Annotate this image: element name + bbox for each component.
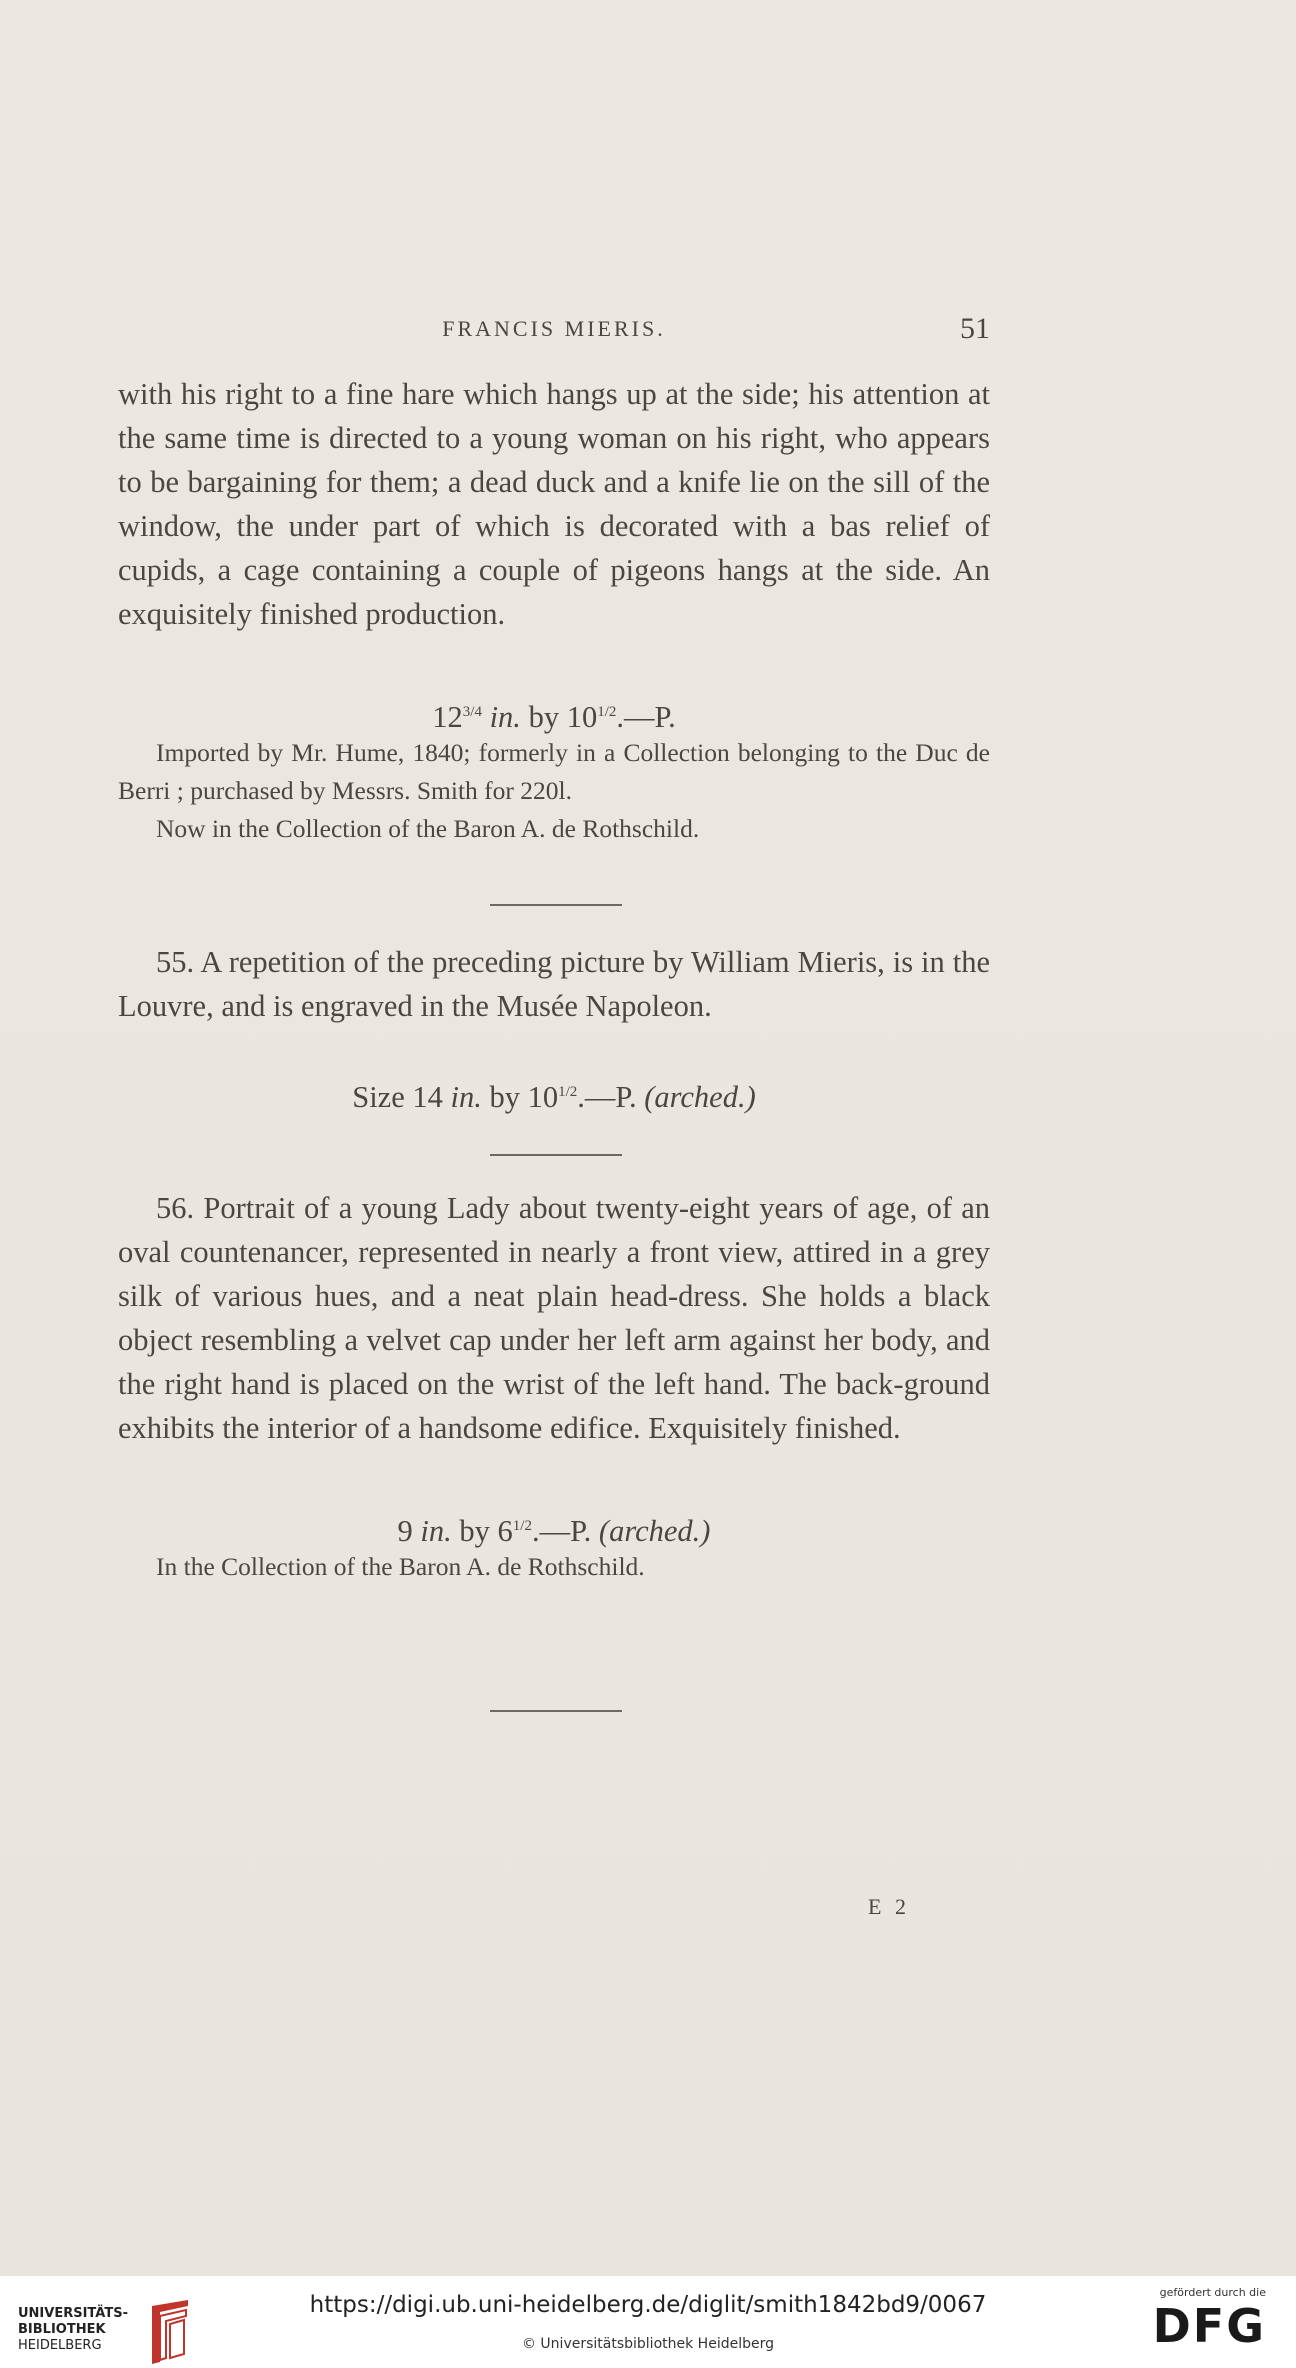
entry-56-notes (118, 1548, 990, 1586)
funder-note: gefördert durch die (1159, 2286, 1266, 2299)
entry-55-size-end: .—P. (577, 1080, 637, 1115)
entry-56-text: 56. Portrait of a young Lady about twenty-eight years of age, of an oval countenancer, represented in nearly a front view, attired in a grey silk of various hues, and a neat plain head-dress. She holds a black object resembling a velvet cap under her left arm against her body, and the right hand is placed on the wrist of the left hand. The back-ground exhibits the interior of a handsome edifice. Exquisitely finished. (118, 1191, 990, 1445)
funder-name: DFG (1152, 2299, 1266, 2353)
logo-line-3: HEIDELBERG (18, 2338, 102, 2353)
entry-56-location: In the Collection of the Baron A. de Rothschild. (156, 1552, 645, 1581)
entry-56-size-note: (arched.) (598, 1514, 711, 1549)
footer-bar (0, 2276, 1296, 2368)
signature-mark: E 2 (868, 1894, 910, 1919)
entry-55-text: 55. A repetition of the preceding picture by William Mieris, is in the Louvre, and is engraved in the Musée Napoleon. (118, 945, 990, 1023)
entry-55 (118, 940, 990, 1028)
entry-55-size (118, 1070, 990, 1119)
entry-56-size-prefix: 9 (397, 1514, 413, 1549)
entry-54-measure (118, 690, 990, 739)
section-divider (490, 1710, 622, 1712)
logo-line-2: BIBLIOTHEK (18, 2322, 106, 2337)
section-divider (490, 904, 622, 906)
permalink-url[interactable]: https://digi.ub.uni-heidelberg.de/diglit/smith1842bd9/0067 (309, 2292, 987, 2318)
entry-56-size-unit: in. (420, 1514, 452, 1549)
measure-by: by 10 (528, 700, 598, 735)
entry-54-description (118, 372, 990, 636)
measure-unit: in. (489, 700, 521, 735)
logo-line-1: UNIVERSITÄTS- (18, 2306, 128, 2321)
measure-end: .—P. (616, 700, 676, 735)
copyright-notice: © Universitätsbibliothek Heidelberg (521, 2336, 774, 2352)
measure-fraction-b: 1/2 (597, 704, 617, 720)
measure-fraction-a: 3/4 (462, 704, 482, 720)
page-header (118, 312, 990, 352)
entry-55-size-fraction: 1/2 (558, 1084, 578, 1100)
entry-55-size-note: (arched.) (644, 1080, 756, 1115)
entry-56 (118, 1186, 990, 1450)
page-number: 51 (960, 312, 990, 345)
measure-value-a: 12 (432, 700, 463, 735)
entry-55-size-prefix: Size 14 (352, 1080, 443, 1115)
entry-54-notes (118, 734, 990, 848)
entry-55-size-by: by 10 (489, 1080, 559, 1115)
measure-line (432, 700, 675, 734)
entry-54-provenance: Imported by Mr. Hume, 1840; formerly in a Collection belonging to the Duc de Berri ; purchased by Messrs. Smith for 220l. (118, 738, 990, 805)
funder-logo[interactable] (1136, 2286, 1266, 2360)
running-head: FRANCIS MIERIS. (442, 316, 666, 341)
entry-54-location: Now in the Collection of the Baron A. de Rothschild. (156, 814, 700, 843)
entry-55-size-unit: in. (450, 1080, 482, 1115)
entry-54-text: with his right to a fine hare which hangs up at the side; his attention at the same time is directed to a young woman on his right, who appears to be bargaining for them; a dead duck and a knife lie on the sill of the window, the under part of which is decorated with a bas relief of cupids, a cage containing a couple of pigeons hangs at the side. An exquisitely finished production. (118, 377, 990, 631)
entry-56-size (118, 1504, 990, 1553)
entry-56-size-end: .—P. (531, 1514, 592, 1549)
entry-56-size-fraction: 1/2 (512, 1518, 532, 1534)
entry-56-size-by: by 6 (459, 1514, 513, 1549)
section-divider (490, 1154, 622, 1156)
